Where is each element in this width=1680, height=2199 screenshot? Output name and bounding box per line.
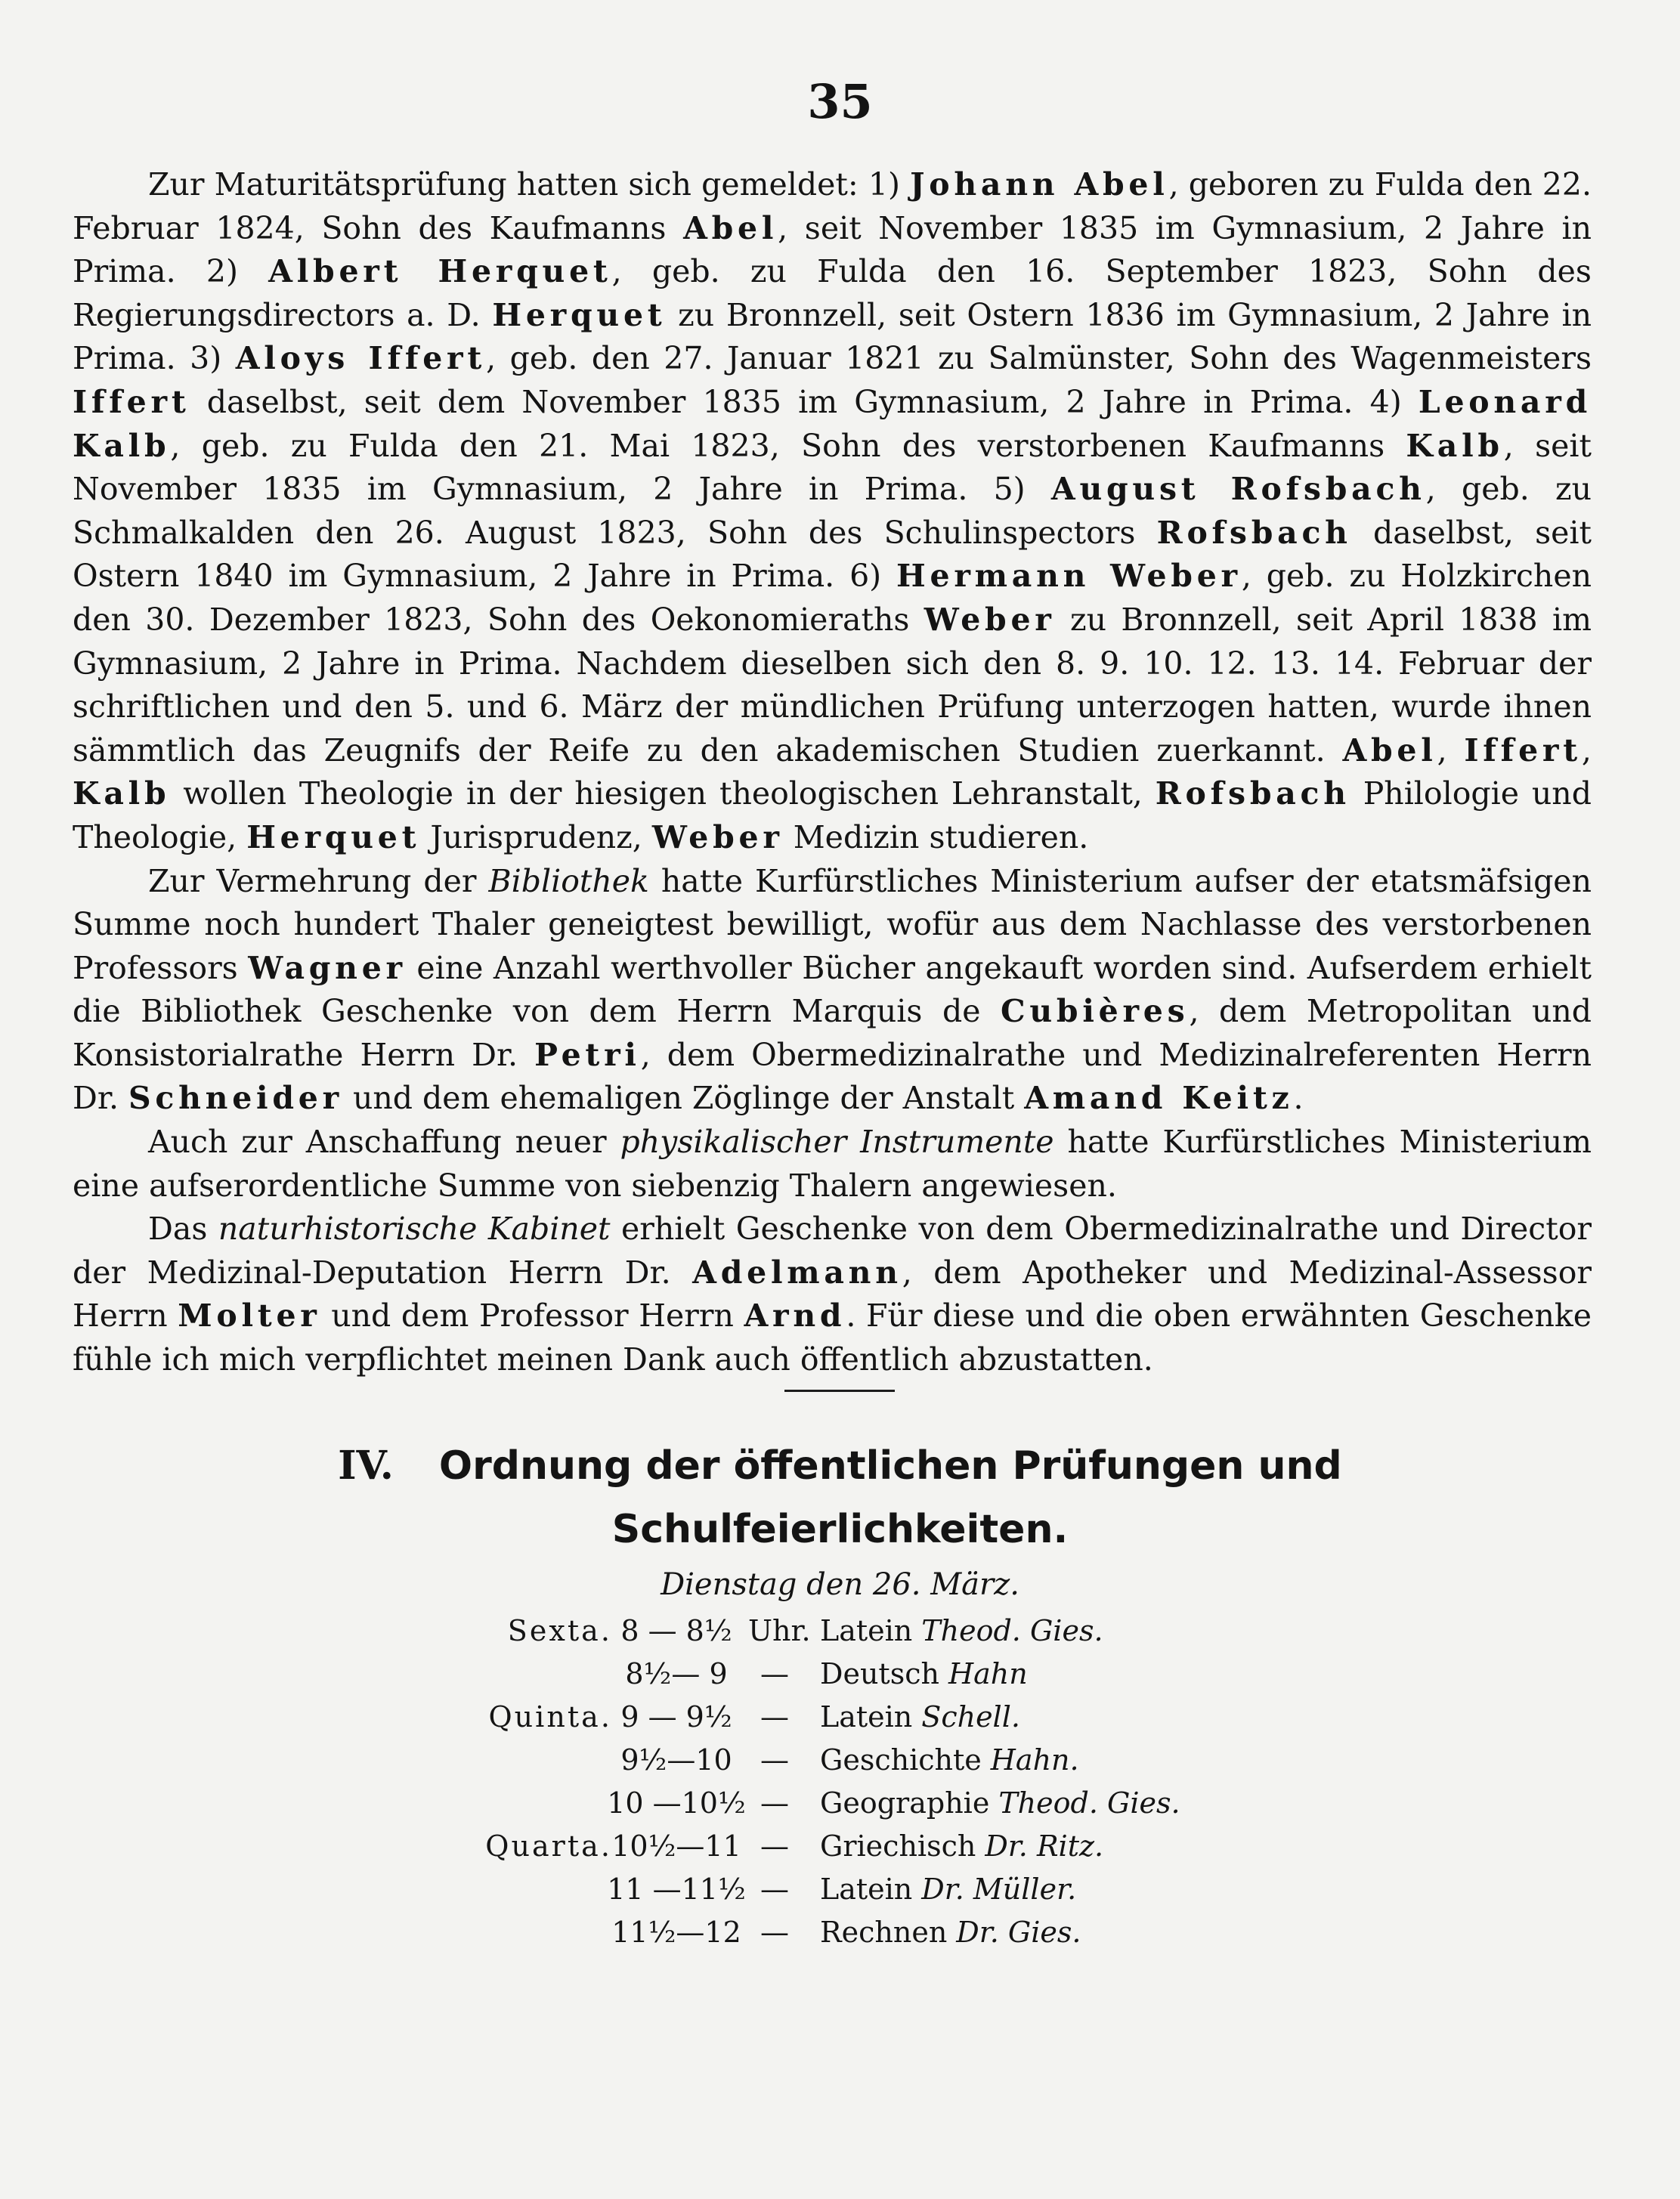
text: , seit November 1835 im Gymnasium, 2 Jahre in Prima. 2) — [73, 209, 1592, 290]
schedule-subject-name: Geschichte — [820, 1743, 982, 1777]
text: . Für diese und die oben erwähnten Geschenke fühle ich mich verpflichtet meinen Dank auch öffentlich abzustatten. — [73, 1297, 1592, 1378]
text: erhielt Geschenke von dem Obermedizinalrathe und Director der Medizinal-Deputation Herrn Dr. — [73, 1211, 1592, 1291]
schedule-row — [378, 1873, 1285, 1916]
text: , dem Apotheker und Medizinal-Assessor Herrn — [73, 1254, 1592, 1335]
schedule-subject-name: Latein — [820, 1873, 913, 1906]
schedule-row — [378, 1614, 1285, 1657]
text: zu Bronnzell, seit April 1838 im Gymnasium, 2 Jahre in Prima. Nachdem dieselben sich den 8. 9. 10. 12. 13. 14. Februar der schriftlichen und den 5. und 6. März der mündlichen Prüfung unterzogen hatten, wurde ihnen sämmtlich das Zeugnifs der Reife zu den akademischen Studien zuerkannt. — [73, 601, 1592, 769]
schedule-dash: — — [760, 1829, 789, 1863]
person-name: Rofsbach — [1155, 775, 1350, 812]
person-name: Leonard Kalb — [73, 383, 1592, 464]
schedule-dash: — — [760, 1657, 789, 1690]
schedule-date: Dienstag den 26. März. — [661, 1567, 1019, 1602]
schedule-dash: — — [760, 1786, 789, 1820]
schedule-row — [378, 1916, 1285, 1959]
schedule-time: 10 —10½ — [607, 1786, 746, 1820]
schedule-time: 11 —11½ — [607, 1873, 746, 1906]
text: , seit November 1835 im Gymnasium, 2 Jahre in Prima. 5) — [73, 427, 1592, 508]
person-name: Kalb — [73, 775, 171, 812]
person-name: Weber — [924, 601, 1056, 638]
paragraph-maturity-exam — [73, 163, 1592, 860]
italic-term: Bibliothek — [488, 862, 649, 899]
person-name: Arnd — [744, 1297, 846, 1335]
person-name: Weber — [651, 818, 784, 855]
text: Jurisprudenz, — [430, 818, 642, 855]
page-number: 35 — [807, 74, 873, 129]
schedule-row — [378, 1657, 1285, 1700]
text: hatte Kurfürstliches Ministerium eine aufserordentliche Summe von siebenzig Thalern angewiesen. — [73, 1124, 1592, 1204]
person-name: Abel — [683, 209, 778, 246]
person-name: Petri — [534, 1036, 641, 1073]
person-name: Aloys Iffert — [235, 340, 487, 377]
schedule-subject — [820, 1786, 1180, 1820]
schedule-teacher: Hahn — [948, 1657, 1028, 1690]
text: daselbst, seit dem November 1835 im Gymnasium, 2 Jahre in Prima. 4) — [206, 383, 1402, 420]
person-name: Kalb — [1406, 427, 1504, 464]
person-name: Schneider — [128, 1080, 343, 1117]
schedule-dash: — — [760, 1700, 789, 1734]
schedule-subject — [820, 1743, 1079, 1777]
schedule-subject-name: Deutsch — [820, 1657, 939, 1690]
schedule-class: Quinta. — [488, 1700, 612, 1734]
schedule-subject — [820, 1700, 1020, 1734]
paragraph-natural-history — [73, 1208, 1592, 1381]
text: , geb. zu Schmalkalden den 26. August 1823, Sohn des Schulinspectors — [73, 471, 1592, 551]
schedule-subject-name: Griechisch — [820, 1829, 976, 1863]
text: zu Bronnzell, seit Ostern 1836 im Gymnasium, 2 Jahre in Prima. 3) — [73, 296, 1592, 377]
text: Auch zur Anschaffung neuer — [148, 1124, 607, 1161]
exam-schedule — [378, 1614, 1285, 1959]
person-name: Rofsbach — [1156, 514, 1352, 551]
text: , dem Obermedizinalrathe und Medizinalreferenten Herrn Dr. — [73, 1036, 1592, 1117]
schedule-teacher: Theod. Gies. — [998, 1786, 1180, 1820]
text: und dem ehemaligen Zöglinge der Anstalt — [352, 1080, 1015, 1117]
person-name: Molter — [178, 1297, 321, 1335]
schedule-dash: — — [760, 1916, 789, 1949]
text: wollen Theologie in der hiesigen theologischen Lehranstalt, — [183, 775, 1143, 812]
schedule-time: 8 — 8½ — [620, 1614, 732, 1647]
schedule-subject-name: Rechnen — [820, 1916, 948, 1949]
schedule-subject-name: Latein — [820, 1614, 913, 1647]
schedule-time: 8½— 9 — [625, 1657, 728, 1690]
text: , — [1581, 731, 1592, 769]
paragraph-instruments — [73, 1121, 1592, 1208]
person-name: Wagner — [248, 949, 407, 986]
schedule-time: 11½—12 — [611, 1916, 741, 1949]
schedule-teacher: Dr. Ritz. — [985, 1829, 1104, 1863]
paragraph-library — [73, 860, 1592, 1121]
text: , geb. den 27. Januar 1821 zu Salmünster, Sohn des Wagenmeisters — [486, 340, 1592, 377]
schedule-teacher: Dr. Gies. — [956, 1916, 1081, 1949]
schedule-row — [378, 1786, 1285, 1829]
schedule-subject-name: Geographie — [820, 1786, 990, 1820]
text: , dem Metropolitan und Konsistorialrathe Herrn Dr. — [73, 993, 1592, 1073]
person-name: Herquet — [246, 818, 421, 855]
schedule-time: 9½—10 — [620, 1743, 732, 1777]
person-name: Abel — [1342, 731, 1437, 769]
schedule-teacher: Dr. Müller. — [921, 1873, 1077, 1906]
schedule-teacher: Hahn. — [990, 1743, 1079, 1777]
person-name: Albert Herquet — [268, 253, 612, 290]
text: . — [1293, 1080, 1304, 1117]
person-name: Herquet — [492, 296, 667, 333]
person-name: Cubières — [1001, 993, 1190, 1030]
schedule-row — [378, 1700, 1285, 1743]
text: daselbst, seit Ostern 1840 im Gymnasium, 2 Jahre in Prima. 6) — [73, 514, 1592, 595]
person-name: August Rofsbach — [1050, 471, 1426, 508]
schedule-class: Quarta. — [485, 1829, 612, 1863]
person-name: Johann Abel — [910, 166, 1169, 203]
schedule-subject — [820, 1657, 1028, 1690]
section-heading-line1 — [0, 1434, 1680, 1498]
schedule-dash: Uhr. — [748, 1614, 811, 1647]
text: Philologie und Theologie, — [73, 775, 1592, 855]
italic-term: physikalischer Instrumente — [620, 1124, 1054, 1161]
schedule-row — [378, 1829, 1285, 1873]
schedule-dash: — — [760, 1873, 789, 1906]
person-name: Amand Keitz — [1024, 1080, 1294, 1117]
italic-term: naturhistorische Kabinet — [218, 1211, 611, 1248]
schedule-class: Sexta. — [507, 1614, 612, 1647]
section-divider — [784, 1390, 895, 1392]
text: , geb. zu Holzkirchen den 30. Dezember 1823, Sohn des Oekonomieraths — [73, 558, 1592, 638]
schedule-teacher: Schell. — [921, 1700, 1020, 1734]
section-title-line2: Schulfeierlichkeiten. — [611, 1507, 1069, 1552]
text: Medizin studieren. — [793, 818, 1089, 855]
section-heading — [0, 1434, 1680, 1561]
person-name: Hermann Weber — [896, 558, 1242, 595]
text: , geb. zu Fulda den 16. September 1823, Sohn des Regierungsdirectors a. D. — [73, 253, 1592, 333]
person-name: Iffert — [1464, 731, 1582, 769]
schedule-subject-name: Latein — [820, 1700, 913, 1734]
schedule-row — [378, 1743, 1285, 1786]
text: , geboren zu Fulda den 22. Februar 1824, Sohn des Kaufmanns — [73, 166, 1592, 246]
schedule-subject — [820, 1873, 1076, 1906]
schedule-teacher: Theod. Gies. — [921, 1614, 1103, 1647]
schedule-subject — [820, 1829, 1103, 1863]
text: hatte Kurfürstliches Ministerium aufser der etatsmäfsigen Summe noch hundert Thaler geneigtest bewilligt, wofür aus dem Nachlasse des verstorbenen Professors — [73, 862, 1592, 986]
text: eine Anzahl werthvoller Bücher angekauft worden sind. Aufserdem erhielt die Bibliothek Geschenke von dem Herrn Marquis de — [73, 949, 1592, 1030]
person-name: Iffert — [73, 383, 190, 420]
schedule-time: 10½—11 — [611, 1829, 741, 1863]
text: , — [1437, 731, 1447, 769]
text: und dem Professor Herrn — [331, 1297, 734, 1335]
section-numeral: IV. — [338, 1443, 394, 1489]
body-text — [73, 163, 1592, 1382]
section-title: Ordnung der öffentlichen Prüfungen und — [438, 1443, 1342, 1489]
schedule-subject — [820, 1916, 1081, 1949]
text: Zur Maturitätsprüfung hatten sich gemeldet: 1) — [148, 166, 900, 203]
schedule-subject — [820, 1614, 1103, 1647]
schedule-time: 9 — 9½ — [620, 1700, 732, 1734]
text: Das — [148, 1211, 208, 1248]
schedule-dash: — — [760, 1743, 789, 1777]
person-name: Adelmann — [692, 1254, 902, 1291]
text: , geb. zu Fulda den 21. Mai 1823, Sohn des verstorbenen Kaufmanns — [170, 427, 1385, 464]
text: Zur Vermehrung der — [148, 862, 477, 899]
